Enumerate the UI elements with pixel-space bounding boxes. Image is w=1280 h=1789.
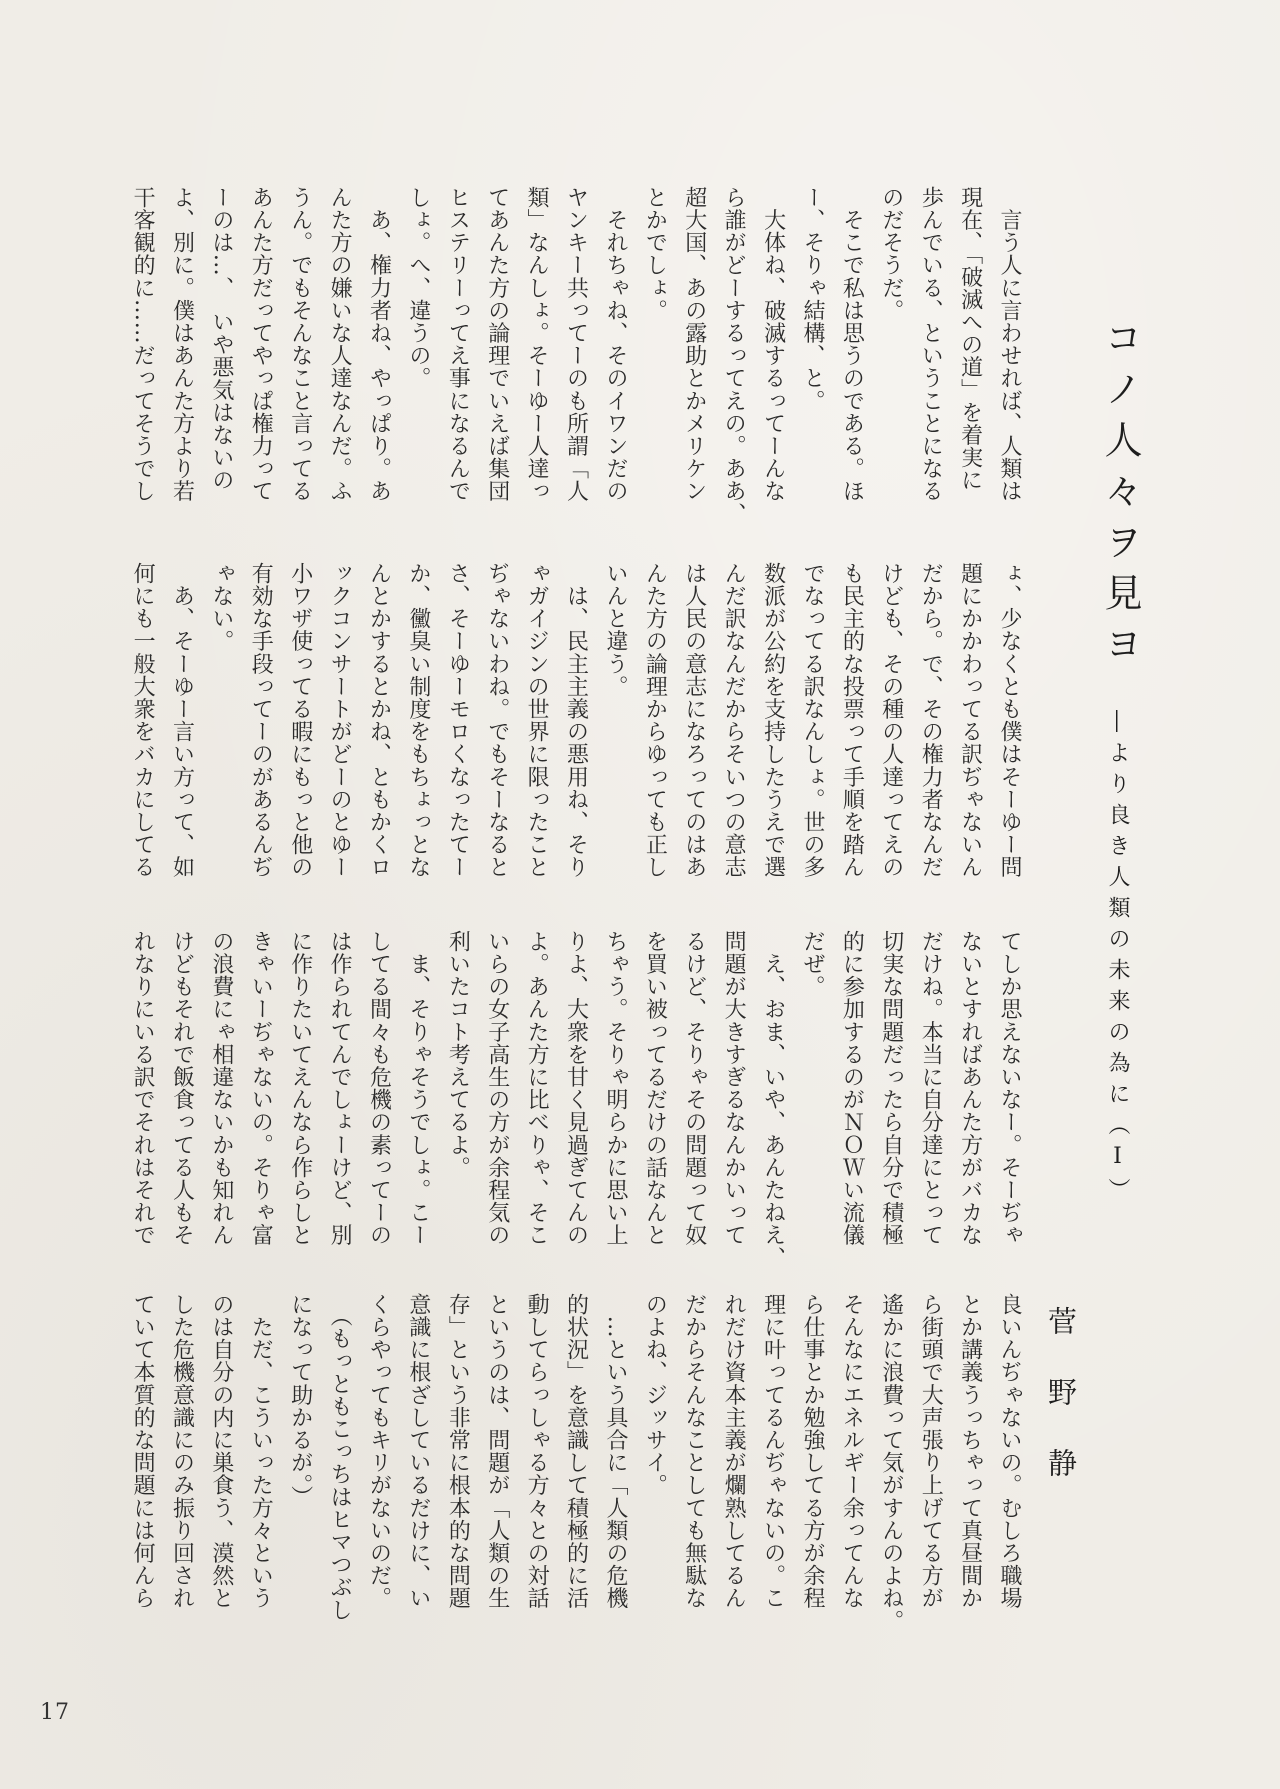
text-column: 理に叶ってるんぢゃないの。こ (760, 1293, 786, 1610)
text-column: りよ、大衆を甘く見過ぎてんの (563, 930, 589, 1247)
text-column: 意識に根ざしているだけに、い (405, 1293, 431, 1610)
text-column: でなってる訳なんしょ。世の多 (799, 562, 825, 879)
text-column: 問題が大きすぎるなんかいって (721, 930, 747, 1247)
text-column: んた方の論理からゆっても正し (642, 562, 668, 879)
text-column: ょ、少なくとも僕はそーゆー問 (997, 562, 1022, 879)
text-column: ちゃう。そりゃ明らかに思い上 (602, 930, 628, 1247)
text-column: ま、そりゃそうでしょ。こー (405, 930, 431, 1247)
text-column: は、民主主義の悪用ね、そり (563, 562, 589, 879)
text-column: ていて本質的な問題には何んら (130, 1293, 156, 1610)
text-column: ただ、こういった方々という (248, 1293, 274, 1610)
text-column: ら街頭で大声張り上げてる方が (918, 1293, 944, 1610)
text-column: 動してらっしゃる方々との対話 (524, 1293, 550, 1610)
text-column: ぢゃないわね。でもそーなると (484, 562, 510, 879)
text-column: の浪費にゃ相違ないかも知れん (208, 930, 234, 1247)
text-column: 数派が公約を支持したうえで選 (760, 562, 786, 879)
text-column: いらの女子高生の方が余程気の (484, 930, 510, 1247)
text-column: になって助かるが。） (287, 1293, 313, 1508)
text-column: くらやってもキリがないのだ。 (366, 1293, 392, 1610)
text-column: 有効な手段ってーのがあるんぢ (248, 562, 274, 879)
text-column: ックコンサートがどーのとゆー (327, 562, 353, 879)
text-column: てあんた方の論理でいえば集団 (484, 186, 510, 503)
text-column: ゃガイジンの世界に限ったこと (524, 562, 550, 879)
text-band-3 (123, 930, 1029, 1269)
text-column: というのは、問題が「人類の生 (484, 1293, 510, 1610)
text-column: んとかするとかね、ともかくロ (366, 562, 392, 879)
text-column: は人民の意志になろってのはあ (681, 562, 707, 879)
text-column: ー、そりゃ結構、と。 (799, 186, 825, 412)
text-column: よ。あんた方に比べりゃ、そこ (524, 930, 550, 1247)
article-title: コノ人々ヲ見ヨ (1098, 318, 1142, 675)
text-column: てしか思えないなー。そーぢゃ (997, 930, 1022, 1247)
text-column: 遙かに浪費って気がすんのよね。 (878, 1293, 904, 1632)
text-column: とか講義うっちゃって真昼間か (957, 1293, 983, 1610)
text-band-1 (123, 186, 1029, 525)
text-column: だけね。本当に自分達にとって (918, 930, 944, 1247)
text-column: ヤンキー共ってーのも所謂「人 (563, 186, 589, 503)
text-column: とかでしょ。 (642, 186, 668, 322)
page-number: 17 (40, 1700, 70, 1725)
text-column: した危機意識にのみ振り回され (169, 1293, 195, 1610)
text-column: さ、そーゆーモロくなったてー (445, 562, 471, 879)
text-column: けどもそれで飯食ってる人もそ (169, 930, 195, 1247)
text-column: だからそんなことしても無駄な (681, 1293, 707, 1610)
text-column: きゃいーぢゃないの。そりゃ富 (248, 930, 274, 1247)
text-column: 言う人に言わせれば、人類は (997, 186, 1022, 503)
text-column: そこで私は思うのである。ほ (839, 186, 865, 503)
text-column: 超大国、あの露助とかメリケン (681, 186, 707, 503)
text-column: 何にも一般大衆をバカにしてる (130, 562, 156, 879)
text-band-4 (123, 1293, 1029, 1632)
text-column: 的状況」を意識して積極的に活 (563, 1293, 589, 1610)
text-column: ら仕事とか勉強してる方が余程 (799, 1293, 825, 1610)
text-column: に作りたいてえんなら作らしと (287, 930, 313, 1247)
text-column: してる間々も危機の素ってーの (366, 930, 392, 1247)
author-name: 菅野静 (1044, 1306, 1078, 1519)
text-column: 類」なんしょ。そーゆー人達っ (524, 186, 550, 503)
text-column: 歩んでいる、ということになる (918, 186, 944, 503)
text-column: んた方の嫌いな人達なんだ。ふ (327, 186, 353, 503)
text-column: それちゃね、そのイワンだの (602, 186, 628, 503)
text-column: だぜ。 (799, 930, 825, 998)
text-column: 干客観的に……だってそうでし (130, 186, 156, 503)
text-column: んだ訳なんだからそいつの意志 (721, 562, 747, 879)
text-column: …という具合に「人類の危機 (602, 1293, 628, 1610)
text-column: を買い被ってるだけの話なんと (642, 930, 668, 1247)
text-column: よ、別に。僕はあんた方より若 (169, 186, 195, 503)
text-column: え、おま、いや、あんたねえ、 (760, 930, 786, 1269)
text-column: ーのは…、 いや悪気はないの (208, 186, 234, 492)
text-column: も民主的な投票って手順を踏ん (839, 562, 865, 879)
text-column: うん。でもそんなこと言ってる (287, 186, 313, 503)
article-subtitle: ―より良き人類の未来の為に（Ⅰ） (1105, 710, 1130, 1209)
text-column: れなりにいる訳でそれはそれで (130, 930, 156, 1247)
text-column: （もっともこっちはヒマつぶし (327, 1293, 353, 1621)
text-column: か、黴臭い制度をもちょっとな (405, 562, 431, 879)
text-column: けども、その種の人達ってえの (878, 562, 904, 879)
text-column: ないとすればあんた方がバカな (957, 930, 983, 1247)
text-column: 小ワザ使ってる暇にもっと他の (287, 562, 313, 879)
text-column: は作られてんでしょーけど、別 (327, 930, 353, 1247)
text-column: あんた方だってやっぱ権力って (248, 186, 274, 503)
text-column: 題にかかわってる訳ぢゃないん (957, 562, 983, 879)
text-column: ゃない。 (208, 562, 234, 653)
text-column: いんと違う。 (602, 562, 628, 698)
text-band-2 (123, 562, 1029, 878)
text-column: あ、権力者ね、やっぱり。あ (366, 186, 392, 503)
text-column: 利いたコト考えてるよ。 (445, 930, 471, 1179)
text-column: あ、そーゆー言い方って、如 (169, 562, 195, 879)
text-column: だから。で、その権力者なんだ (918, 562, 944, 879)
text-column: ヒステリーってえ事になるんで (445, 186, 471, 503)
text-column: のは自分の内に巣食う、漠然と (208, 1293, 234, 1610)
text-column: 現在、「破滅への道」を着実に (957, 186, 983, 492)
text-column: 切実な問題だったら自分で積極 (878, 930, 904, 1247)
text-column: 大体ね、破滅するってーんな (760, 186, 786, 503)
text-column: るけど、そりゃその問題って奴 (681, 930, 707, 1247)
text-column: 存」という非常に根本的な問題 (445, 1293, 471, 1610)
text-column: れだけ資本主義が爛熟してるん (721, 1293, 747, 1610)
text-column: 良いんぢゃないの。むしろ職場 (997, 1293, 1022, 1610)
text-column: 的に参加するのがＮＯＷい流儀 (839, 930, 865, 1247)
text-column: のよね、ジッサイ。 (642, 1293, 668, 1497)
text-column: のだそうだ。 (878, 186, 904, 322)
text-column: しょ。へ、違うの。 (405, 186, 431, 390)
text-column: ら誰がどーするってえの。ああ、 (721, 186, 747, 525)
text-column: そんなにエネルギー余ってんな (839, 1293, 865, 1610)
